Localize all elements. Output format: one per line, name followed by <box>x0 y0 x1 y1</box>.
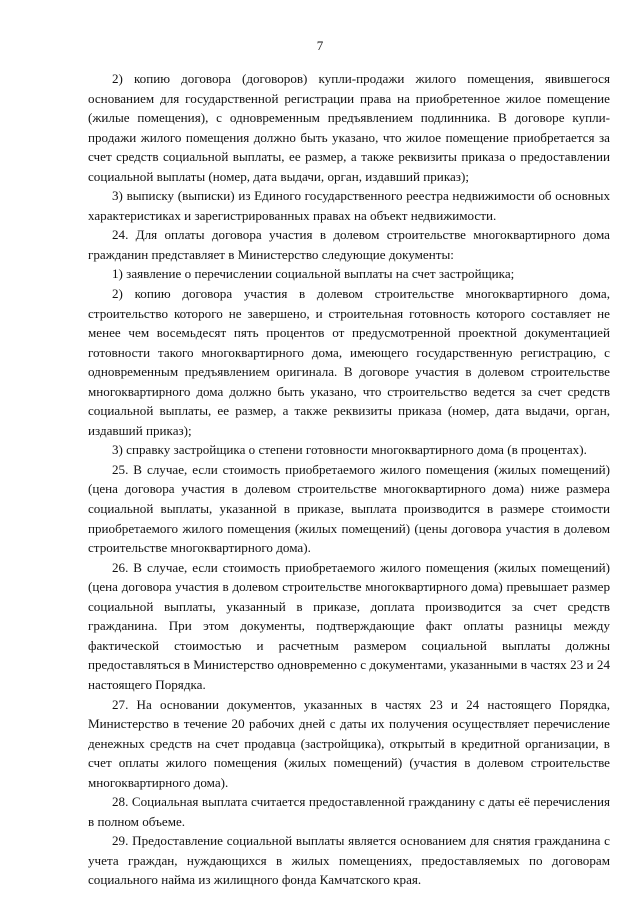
paragraph-2-participation-contract-copy: 2) копию договора участия в долевом строительстве многоквартирного дома, строительство которого не завершено, и строительная готовность которого составляет не менее чем восемьдесят пять процентов от предусмотренной проектной документацией готовности такого многоквартирного дома, имеющего государственную регистрацию, с одновременным предъявлением оригинала. В договоре участия в долевом строительстве многоквартирного дома должно быть указано, что строительство ведется за счет средств социальной выплаты, ее размер, а также реквизиты приказа (номер, дата выдачи, орган, издавший приказ); <box>88 286 610 438</box>
paragraph-25-cost-below-payment: 25. В случае, если стоимость приобретаемого жилого помещения (жилых помещений) (цена договора участия в долевом строительстве многоквартирного дома) ниже размера социальной выплаты, указанной в приказе, выплата производится в размере стоимости приобретаемого жилого помещения (жилых помещений) (цены договора участия в долевом строительстве многоквартирного дома). <box>88 461 610 556</box>
page-number: 7 <box>316 38 324 53</box>
paragraph-3-developer-certificate: 3) справку застройщика о степени готовности многоквартирного дома (в процентах). <box>112 442 587 458</box>
paragraph-3-registry-extract: 3) выписку (выписки) из Единого государственного реестра недвижимости об основных характеристиках и зарегистрированных правах на объект недвижимости. <box>88 188 610 223</box>
paragraph-2-sale-contract-copy: 2) копию договора (договоров) купли-продажи жилого помещения, явившегося основанием для государственной регистрации права на приобретенное жилое помещение (жилые помещения), с одновременным предъявлением подлинника. В договоре купли-продажи жилого помещения должно быть указано, что жилое помещение приобретается за счет средств социальной выплаты, ее размер, а также реквизиты приказа о предоставлении социальной выплаты (номер, дата выдачи, орган, издавший приказ); <box>88 71 610 184</box>
paragraph-26-cost-above-payment: 26. В случае, если стоимость приобретаемого жилого помещения (жилых помещений) (цена договора участия в долевом строительстве многоквартирного дома) превышает размер социальной выплаты, указанный в приказе, доплата производится за счет средств гражданина. При этом документы, подтверждающие факт оплаты разницы между фактической стоимостью и расчетным размером социальной выплаты должны предоставляться в Министерство одновременно с документами, указанными в частях 23 и 24 настоящего Порядка. <box>88 559 610 692</box>
document-body <box>88 69 610 890</box>
paragraph-1-transfer-application: 1) заявление о перечислении социальной выплаты на счет застройщика; <box>112 266 515 282</box>
paragraph-29-deregistration: 29. Предоставление социальной выплаты является основанием для снятия гражданина с учета граждан, нуждающихся в жилых помещениях, предоставляемых по договорам социального найма из жилищного фонда Камчатского края. <box>88 833 610 888</box>
paragraph-27-funds-transfer: 27. На основании документов, указанных в частях 23 и 24 настоящего Порядка, Министерство в течение 20 рабочих дней с даты их получения осуществляет перечисление денежных средств на счет продавца (застройщика), открытый в кредитной организации, в счет оплаты жилого помещения (жилых помещений) (участия в долевом строительстве многоквартирного дома). <box>88 696 610 790</box>
paragraph-28-payment-provided: 28. Социальная выплата считается предоставленной гражданину с даты её перечисления в полном объеме. <box>88 794 610 829</box>
paragraph-24-shared-construction-documents: 24. Для оплаты договора участия в долевом строительстве многоквартирного дома гражданин представляет в Министерство следующие документы: <box>88 227 610 262</box>
